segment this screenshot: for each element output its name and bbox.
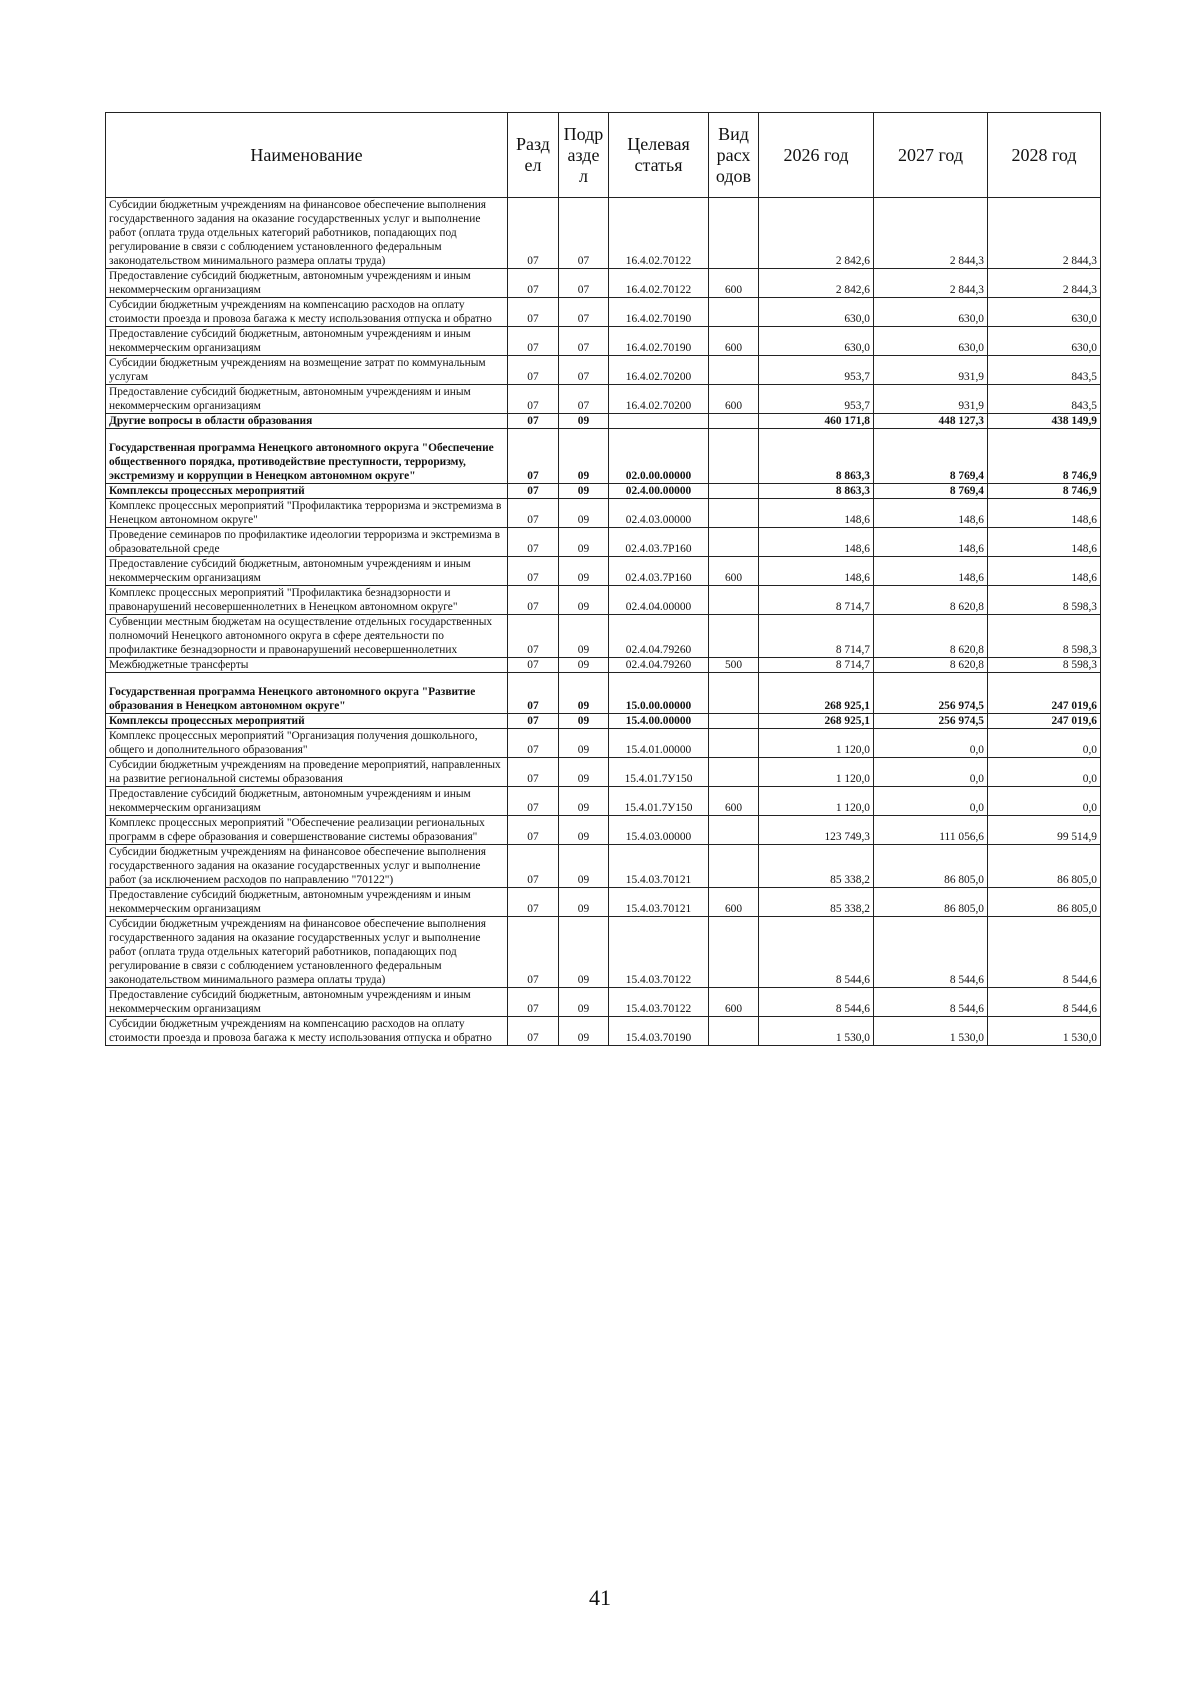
row-expense-type: 600 [709,385,759,414]
row-amount-2028: 99 514,9 [988,816,1101,845]
row-razdel: 07 [508,658,559,673]
row-amount-2028: 8 598,3 [988,586,1101,615]
row-podrazdel: 09 [559,658,609,673]
row-amount-2028: 843,5 [988,356,1101,385]
table-row [106,658,1101,673]
row-amount-2028: 8 598,3 [988,615,1101,658]
row-name: Государственная программа Ненецкого автономного округа "Развитие образования в Ненецком автономном округе" [106,673,508,714]
row-amount-2028: 8 544,6 [988,988,1101,1017]
row-name: Комплекс процессных мероприятий "Профилактика терроризма и экстремизма в Ненецком автономном округе" [106,499,508,528]
table-row [106,673,1101,714]
table-row [106,845,1101,888]
row-target-article: 15.4.03.70121 [609,845,709,888]
row-name: Субвенции местным бюджетам на осуществление отдельных государственных полномочий Ненецкого автономного округа в сфере деятельности по профилактике безнадзорности и правонарушений несовершеннолетних [106,615,508,658]
row-target-article: 02.4.04.79260 [609,615,709,658]
row-amount-2026: 2 842,6 [759,198,874,269]
row-name: Другие вопросы в области образования [106,414,508,429]
row-razdel: 07 [508,429,559,484]
row-razdel: 07 [508,673,559,714]
row-expense-type: 600 [709,269,759,298]
row-expense-type [709,758,759,787]
row-podrazdel: 09 [559,714,609,729]
table-row [106,356,1101,385]
row-amount-2027: 1 530,0 [874,1017,988,1046]
row-razdel: 07 [508,484,559,499]
row-razdel: 07 [508,615,559,658]
row-amount-2026: 8 714,7 [759,658,874,673]
row-expense-type [709,198,759,269]
table-row [106,385,1101,414]
row-amount-2026: 148,6 [759,557,874,586]
row-amount-2027: 2 844,3 [874,198,988,269]
row-name: Комплекс процессных мероприятий "Обеспечение реализации региональных программ в сфере образования и совершенствование системы образования" [106,816,508,845]
row-razdel: 07 [508,586,559,615]
row-name: Субсидии бюджетным учреждениям на финансовое обеспечение выполнения государственного задания на оказание государственных услуг и выполнение работ (за исключением расходов по направлению "70122") [106,845,508,888]
row-podrazdel: 09 [559,729,609,758]
row-amount-2028: 247 019,6 [988,673,1101,714]
row-podrazdel: 09 [559,528,609,557]
table-row [106,1017,1101,1046]
table-row [106,615,1101,658]
row-amount-2028: 2 844,3 [988,198,1101,269]
row-amount-2027: 448 127,3 [874,414,988,429]
row-amount-2026: 268 925,1 [759,673,874,714]
row-name: Субсидии бюджетным учреждениям на компенсацию расходов на оплату стоимости проезда и провоза багажа к месту использования отпуска и обратно [106,1017,508,1046]
row-podrazdel: 09 [559,816,609,845]
row-amount-2027: 2 844,3 [874,269,988,298]
row-podrazdel: 09 [559,758,609,787]
row-target-article: 16.4.02.70122 [609,198,709,269]
row-target-article: 15.4.03.70122 [609,917,709,988]
row-razdel: 07 [508,787,559,816]
row-name: Комплекс процессных мероприятий "Профилактика безнадзорности и правонарушений несовершеннолетних в Ненецком автономном округе" [106,586,508,615]
page-number: 41 [589,1585,611,1610]
row-amount-2028: 0,0 [988,787,1101,816]
header-target-article: Целевая статья [609,113,709,198]
budget-sheet [105,112,1100,1046]
row-amount-2027: 111 056,6 [874,816,988,845]
table-row [106,557,1101,586]
row-target-article: 02.4.00.00000 [609,484,709,499]
row-razdel: 07 [508,557,559,586]
row-amount-2028: 86 805,0 [988,888,1101,917]
row-podrazdel: 07 [559,356,609,385]
row-razdel: 07 [508,198,559,269]
row-amount-2026: 953,7 [759,356,874,385]
row-amount-2027: 148,6 [874,499,988,528]
table-row [106,816,1101,845]
row-amount-2028: 148,6 [988,557,1101,586]
header-year-2028: 2028 год [988,113,1101,198]
row-target-article [609,414,709,429]
row-amount-2028: 0,0 [988,729,1101,758]
row-name: Комплексы процессных мероприятий [106,484,508,499]
row-name: Предоставление субсидий бюджетным, автономным учреждениям и иным некоммерческим организациям [106,269,508,298]
row-razdel: 07 [508,714,559,729]
row-amount-2026: 8 544,6 [759,917,874,988]
row-target-article: 15.4.03.70190 [609,1017,709,1046]
table-row [106,917,1101,988]
header-podrazdel: Подр азде л [559,113,609,198]
row-expense-type [709,528,759,557]
row-amount-2026: 8 714,7 [759,615,874,658]
table-row [106,787,1101,816]
row-amount-2026: 1 120,0 [759,729,874,758]
row-target-article: 15.0.00.00000 [609,673,709,714]
row-podrazdel: 09 [559,845,609,888]
row-expense-type [709,917,759,988]
row-target-article: 16.4.02.70200 [609,356,709,385]
table-row [106,758,1101,787]
row-amount-2027: 86 805,0 [874,845,988,888]
table-row [106,414,1101,429]
row-target-article: 02.4.03.7Р160 [609,528,709,557]
row-podrazdel: 07 [559,198,609,269]
row-podrazdel: 07 [559,298,609,327]
row-amount-2026: 148,6 [759,499,874,528]
row-amount-2028: 86 805,0 [988,845,1101,888]
table-header-row [106,113,1101,198]
row-name: Предоставление субсидий бюджетным, автономным учреждениям и иным некоммерческим организациям [106,888,508,917]
row-podrazdel: 09 [559,484,609,499]
row-name: Субсидии бюджетным учреждениям на проведение мероприятий, направленных на развитие региональной системы образования [106,758,508,787]
row-name: Предоставление субсидий бюджетным, автономным учреждениям и иным некоммерческим организациям [106,385,508,414]
row-amount-2026: 8 863,3 [759,484,874,499]
table-row [106,198,1101,269]
row-amount-2027: 931,9 [874,356,988,385]
row-amount-2027: 931,9 [874,385,988,414]
row-podrazdel: 09 [559,787,609,816]
row-name: Межбюджетные трансферты [106,658,508,673]
row-expense-type: 600 [709,557,759,586]
row-amount-2026: 85 338,2 [759,845,874,888]
row-target-article: 16.4.02.70190 [609,327,709,356]
row-expense-type [709,615,759,658]
row-razdel: 07 [508,988,559,1017]
table-row [106,528,1101,557]
row-expense-type: 600 [709,888,759,917]
row-razdel: 07 [508,528,559,557]
row-name: Субсидии бюджетным учреждениям на возмещение затрат по коммунальным услугам [106,356,508,385]
row-razdel: 07 [508,327,559,356]
row-target-article: 02.4.04.00000 [609,586,709,615]
header-name: Наименование [106,113,508,198]
row-podrazdel: 09 [559,586,609,615]
row-expense-type [709,714,759,729]
table-row [106,269,1101,298]
row-amount-2027: 0,0 [874,758,988,787]
table-row [106,484,1101,499]
row-amount-2027: 148,6 [874,557,988,586]
row-target-article: 15.4.03.70121 [609,888,709,917]
row-razdel: 07 [508,816,559,845]
header-razdel: Разд ел [508,113,559,198]
row-podrazdel: 07 [559,385,609,414]
row-amount-2026: 1 530,0 [759,1017,874,1046]
row-target-article: 02.4.03.00000 [609,499,709,528]
row-razdel: 07 [508,758,559,787]
row-name: Комплексы процессных мероприятий [106,714,508,729]
table-row [106,327,1101,356]
row-amount-2027: 8 544,6 [874,988,988,1017]
row-expense-type [709,1017,759,1046]
row-name: Комплекс процессных мероприятий "Организация получения дошкольного, общего и дополнительного образования" [106,729,508,758]
row-expense-type [709,356,759,385]
row-amount-2027: 0,0 [874,787,988,816]
table-row [106,298,1101,327]
row-expense-type: 600 [709,787,759,816]
row-amount-2028: 8 598,3 [988,658,1101,673]
row-amount-2027: 86 805,0 [874,888,988,917]
row-amount-2026: 8 714,7 [759,586,874,615]
row-amount-2027: 8 544,6 [874,917,988,988]
row-amount-2027: 8 620,8 [874,658,988,673]
row-podrazdel: 09 [559,615,609,658]
row-amount-2026: 2 842,6 [759,269,874,298]
row-razdel: 07 [508,356,559,385]
row-target-article: 16.4.02.70190 [609,298,709,327]
row-amount-2026: 630,0 [759,327,874,356]
table-row [106,988,1101,1017]
row-name: Субсидии бюджетным учреждениям на финансовое обеспечение выполнения государственного задания на оказание государственных услуг и выполнение работ (оплата труда отдельных категорий работников, попадающих под регулирование в связи с соблюдением установленного федеральным законодательством минимального размера оплаты труда) [106,917,508,988]
row-amount-2026: 630,0 [759,298,874,327]
row-amount-2027: 8 769,4 [874,484,988,499]
row-expense-type [709,816,759,845]
row-expense-type [709,729,759,758]
row-expense-type [709,414,759,429]
row-expense-type [709,499,759,528]
row-expense-type: 600 [709,988,759,1017]
row-amount-2028: 8 746,9 [988,429,1101,484]
row-podrazdel: 09 [559,499,609,528]
row-podrazdel: 09 [559,917,609,988]
header-year-2026: 2026 год [759,113,874,198]
row-amount-2026: 148,6 [759,528,874,557]
table-body [106,198,1101,1046]
row-amount-2028: 630,0 [988,327,1101,356]
row-expense-type [709,298,759,327]
header-year-2027: 2027 год [874,113,988,198]
table-row [106,586,1101,615]
row-expense-type [709,429,759,484]
row-razdel: 07 [508,385,559,414]
row-target-article: 15.4.03.00000 [609,816,709,845]
row-expense-type: 600 [709,327,759,356]
row-amount-2028: 438 149,9 [988,414,1101,429]
row-amount-2026: 953,7 [759,385,874,414]
row-amount-2026: 123 749,3 [759,816,874,845]
row-name: Предоставление субсидий бюджетным, автономным учреждениям и иным некоммерческим организациям [106,787,508,816]
row-amount-2027: 8 620,8 [874,586,988,615]
row-amount-2026: 8 544,6 [759,988,874,1017]
row-razdel: 07 [508,1017,559,1046]
row-podrazdel: 07 [559,269,609,298]
row-podrazdel: 09 [559,1017,609,1046]
row-podrazdel: 09 [559,888,609,917]
row-target-article: 02.0.00.00000 [609,429,709,484]
row-amount-2027: 8 620,8 [874,615,988,658]
row-amount-2027: 256 974,5 [874,714,988,729]
row-amount-2028: 630,0 [988,298,1101,327]
row-name: Предоставление субсидий бюджетным, автономным учреждениям и иным некоммерческим организациям [106,327,508,356]
row-name: Субсидии бюджетным учреждениям на компенсацию расходов на оплату стоимости проезда и провоза багажа к месту использования отпуска и обратно [106,298,508,327]
row-target-article: 16.4.02.70122 [609,269,709,298]
row-podrazdel: 09 [559,414,609,429]
row-amount-2028: 8 746,9 [988,484,1101,499]
row-target-article: 15.4.00.00000 [609,714,709,729]
row-target-article: 02.4.04.79260 [609,658,709,673]
row-amount-2028: 148,6 [988,528,1101,557]
table-row [106,499,1101,528]
row-podrazdel: 09 [559,988,609,1017]
row-razdel: 07 [508,729,559,758]
row-amount-2027: 630,0 [874,327,988,356]
row-razdel: 07 [508,888,559,917]
table-row [106,888,1101,917]
row-podrazdel: 09 [559,557,609,586]
row-razdel: 07 [508,917,559,988]
row-expense-type [709,484,759,499]
table-row [106,714,1101,729]
row-razdel: 07 [508,269,559,298]
budget-table [105,112,1101,1046]
row-expense-type [709,586,759,615]
row-amount-2028: 148,6 [988,499,1101,528]
row-amount-2026: 460 171,8 [759,414,874,429]
row-podrazdel: 07 [559,327,609,356]
row-razdel: 07 [508,298,559,327]
row-amount-2027: 630,0 [874,298,988,327]
row-target-article: 02.4.03.7Р160 [609,557,709,586]
row-amount-2027: 256 974,5 [874,673,988,714]
row-amount-2028: 2 844,3 [988,269,1101,298]
row-name: Субсидии бюджетным учреждениям на финансовое обеспечение выполнения государственного задания на оказание государственных услуг и выполнение работ (оплата труда отдельных категорий работников, попадающих под регулирование в связи с соблюдением установленного федеральным законодательством минимального размера оплаты труда) [106,198,508,269]
row-amount-2027: 148,6 [874,528,988,557]
row-amount-2028: 1 530,0 [988,1017,1101,1046]
row-expense-type [709,673,759,714]
row-razdel: 07 [508,499,559,528]
table-row [106,429,1101,484]
row-podrazdel: 09 [559,429,609,484]
row-target-article: 15.4.01.00000 [609,729,709,758]
table-row [106,729,1101,758]
row-amount-2027: 8 769,4 [874,429,988,484]
row-expense-type: 500 [709,658,759,673]
row-amount-2028: 843,5 [988,385,1101,414]
row-target-article: 15.4.03.70122 [609,988,709,1017]
row-amount-2027: 0,0 [874,729,988,758]
row-target-article: 15.4.01.7У150 [609,758,709,787]
row-amount-2028: 247 019,6 [988,714,1101,729]
row-amount-2028: 0,0 [988,758,1101,787]
row-name: Государственная программа Ненецкого автономного округа "Обеспечение общественного порядка, противодействие преступности, терроризму, экстремизму и коррупции в Ненецком автономном округе" [106,429,508,484]
row-amount-2026: 1 120,0 [759,758,874,787]
row-amount-2026: 1 120,0 [759,787,874,816]
row-amount-2026: 268 925,1 [759,714,874,729]
row-name: Предоставление субсидий бюджетным, автономным учреждениям и иным некоммерческим организациям [106,557,508,586]
row-amount-2026: 85 338,2 [759,888,874,917]
row-target-article: 15.4.01.7У150 [609,787,709,816]
row-name: Проведение семинаров по профилактике идеологии терроризма и экстремизма в образовательной среде [106,528,508,557]
row-razdel: 07 [508,845,559,888]
row-expense-type [709,845,759,888]
row-name: Предоставление субсидий бюджетным, автономным учреждениям и иным некоммерческим организациям [106,988,508,1017]
header-expense-type: Вид расх одов [709,113,759,198]
row-razdel: 07 [508,414,559,429]
row-amount-2026: 8 863,3 [759,429,874,484]
row-amount-2028: 8 544,6 [988,917,1101,988]
row-podrazdel: 09 [559,673,609,714]
row-target-article: 16.4.02.70200 [609,385,709,414]
